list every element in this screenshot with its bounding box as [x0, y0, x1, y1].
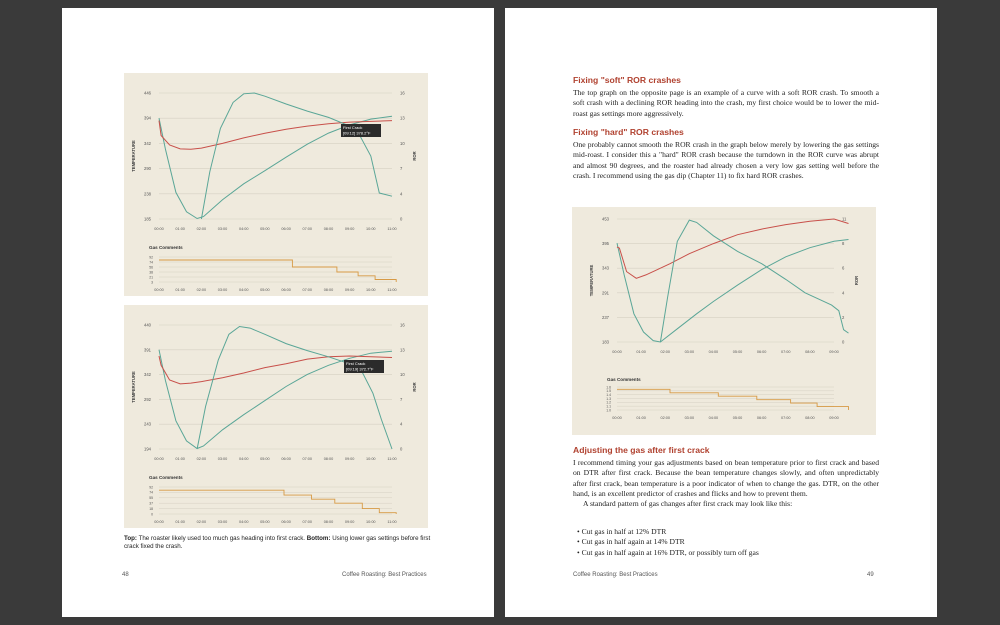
x-tick-label: 08:00: [323, 457, 334, 461]
gas-y-tick-label: 1.0: [606, 408, 611, 413]
y-tick-label: 185: [144, 216, 151, 222]
gas-x-tick-label: 00:00: [612, 416, 622, 420]
gas-y-tick-label: 18: [149, 506, 153, 511]
x-tick-label: 10:00: [366, 457, 376, 461]
gas-x-tick-label: 01:00: [636, 416, 646, 420]
y-tick-label: 440: [144, 322, 151, 328]
x-tick-label: 07:00: [781, 350, 791, 354]
y-tick-label: 391: [144, 347, 151, 353]
x-tick-label: 08:00: [805, 350, 815, 354]
y2-tick-label: 10: [400, 140, 405, 146]
x-tick-label: 08:00: [323, 227, 334, 231]
gas-x-tick-label: 08:00: [323, 288, 334, 292]
y-tick-label: 342: [144, 140, 151, 146]
y-tick-label: 446: [144, 90, 151, 96]
gas-step-line: [159, 490, 396, 514]
gas-x-tick-label: 08:00: [805, 416, 815, 420]
y2-tick-label: 16: [400, 322, 405, 328]
gas-x-tick-label: 01:00: [175, 520, 185, 524]
x-tick-label: 05:00: [260, 227, 270, 231]
y-tick-label: 194: [144, 446, 151, 452]
gas-x-tick-label: 11:00: [387, 520, 397, 524]
x-tick-label: 11:00: [387, 227, 397, 231]
y2-tick-label: 16: [400, 90, 405, 96]
annotation-value: [09:19] 372.7°F: [346, 366, 374, 372]
x-tick-label: 01:00: [636, 350, 646, 354]
y2-tick-label: 6: [842, 265, 845, 271]
gas-y-tick-label: 1.5: [606, 389, 611, 394]
section-heading: Fixing "soft" ROR crashes: [573, 75, 681, 85]
gas-step-line: [617, 389, 849, 410]
y2-tick-label: 8: [842, 241, 845, 247]
x-tick-label: 09:00: [829, 350, 839, 354]
x-tick-label: 10:00: [366, 227, 376, 231]
gas-x-tick-label: 01:00: [175, 288, 185, 292]
y-tick-label: 342: [144, 372, 151, 378]
gas-x-tick-label: 06:00: [281, 520, 291, 524]
roast-chart-right-svg: [572, 207, 876, 435]
gas-x-tick-label: 07:00: [302, 288, 313, 292]
gas-x-tick-label: 00:00: [154, 520, 164, 524]
x-tick-label: 03:00: [217, 457, 228, 461]
y2-tick-label: 10: [400, 372, 405, 378]
y2-tick-label: 4: [400, 191, 403, 197]
y2-tick-label: 11: [842, 216, 847, 222]
gas-x-tick-label: 02:00: [196, 520, 207, 524]
y-tick-label: 395: [602, 241, 609, 247]
gas-y-tick-label: 1.6: [606, 385, 611, 390]
y2-tick-label: 13: [400, 347, 405, 353]
gas-comments-title: Gas Comments: [149, 475, 183, 480]
ror-line: [660, 220, 848, 342]
gas-y-tick-label: 38: [149, 270, 153, 275]
gas-x-tick-label: 04:00: [708, 416, 719, 420]
x-tick-label: 07:00: [302, 227, 313, 231]
annotation-label: First Crack: [346, 361, 366, 366]
y-tick-label: 292: [144, 396, 151, 402]
x-tick-label: 11:00: [387, 457, 397, 461]
gas-y-tick-label: 1.4: [606, 392, 611, 397]
x-tick-label: 00:00: [612, 350, 622, 354]
annotation-label: First Crack: [343, 125, 363, 130]
gas-x-tick-label: 06:00: [756, 416, 767, 420]
gas-x-tick-label: 03:00: [217, 520, 228, 524]
gas-x-tick-label: 03:00: [684, 416, 695, 420]
x-tick-label: 01:00: [175, 227, 185, 231]
gas-x-tick-label: 09:00: [829, 416, 839, 420]
left-page: [62, 8, 494, 617]
x-tick-label: 09:00: [344, 457, 355, 461]
gas-y-tick-label: 37: [149, 501, 153, 506]
y-tick-label: 237: [602, 314, 609, 320]
y2-tick-label: 7: [400, 396, 403, 402]
section-heading: Adjusting the gas after first crack: [573, 445, 710, 455]
y2-tick-label: 2: [842, 314, 845, 320]
roast-chart-right: [572, 207, 876, 435]
page-number: 48: [122, 572, 129, 578]
gas-x-tick-label: 11:00: [387, 288, 397, 292]
y2-tick-label: 13: [400, 115, 405, 121]
roast-chart-bottom: [124, 305, 428, 528]
gas-y-tick-label: 1.3: [606, 396, 611, 401]
running-title: Coffee Roasting: Best Practices: [573, 572, 658, 578]
x-tick-label: 01:00: [175, 457, 185, 461]
y-tick-label: 291: [602, 290, 609, 296]
gas-comments-title: Gas Comments: [607, 377, 641, 382]
y-tick-label: 394: [144, 115, 151, 121]
gas-x-tick-label: 06:00: [281, 288, 291, 292]
gas-x-tick-label: 05:00: [260, 288, 270, 292]
caption-top-text: The roaster likely used too much gas heading into first crack.: [138, 535, 306, 542]
section-heading: Fixing "hard" ROR crashes: [573, 127, 684, 137]
page-number: 49: [867, 572, 874, 578]
gas-x-tick-label: 07:00: [302, 520, 313, 524]
gas-y-tick-label: 92: [149, 255, 153, 260]
gas-x-tick-label: 05:00: [732, 416, 743, 420]
y2-tick-label: 0: [842, 339, 845, 345]
gas-x-tick-label: 04:00: [238, 520, 249, 524]
right-page: [505, 8, 937, 617]
gas-steps-list: [577, 527, 877, 558]
caption-bottom-label: Bottom:: [306, 535, 331, 542]
x-tick-label: 05:00: [732, 350, 743, 354]
y2-tick-label: 0: [400, 446, 403, 452]
x-tick-label: 06:00: [281, 457, 291, 461]
gas-step-line: [159, 260, 396, 282]
roast-chart-top-svg: [124, 73, 428, 296]
gas-comments-title: Gas Comments: [149, 245, 183, 250]
y2-tick-label: 7: [400, 166, 403, 172]
x-tick-label: 02:00: [196, 457, 207, 461]
caption-top-label: Top:: [124, 535, 137, 542]
y2-tick-label: 4: [842, 290, 845, 296]
gas-x-tick-label: 00:00: [154, 288, 164, 292]
x-tick-label: 00:00: [154, 457, 164, 461]
gas-y-tick-label: 3: [151, 280, 153, 285]
gas-x-tick-label: 05:00: [260, 520, 270, 524]
bean-temp-line: [617, 240, 849, 343]
gas-y-tick-label: 0: [151, 512, 153, 517]
gas-y-tick-label: 21: [149, 275, 153, 280]
x-tick-label: 04:00: [238, 457, 249, 461]
gas-x-tick-label: 07:00: [781, 416, 791, 420]
y-tick-label: 290: [144, 166, 151, 172]
gas-x-tick-label: 09:00: [344, 520, 355, 524]
y2-axis-label: ROR: [412, 382, 417, 392]
roast-chart-top: [124, 73, 428, 296]
x-tick-label: 02:00: [196, 227, 207, 231]
x-tick-label: 04:00: [708, 350, 719, 354]
section-paragraph: One probably cannot smooth the ROR crash in the graph below merely by lowering the gas settings mid-roast. I consider this a "hard" ROR crash because the turndown in the ROR curve was abrupt and almost 90 degrees, and the roaster had already chosen a very low gas setting well before the crash. I recommend using the gas dip (Chapter 11) to fix hard ROR crashes.: [573, 140, 879, 180]
gas-y-tick-label: 56: [149, 265, 153, 270]
y-axis-label: TEMPERATURE: [589, 264, 594, 297]
x-tick-label: 09:00: [344, 227, 355, 231]
section-paragraph-lead: A standard pattern of gas changes after first crack may look like this:: [583, 499, 793, 509]
gas-y-tick-label: 74: [149, 260, 153, 265]
y-tick-label: 243: [144, 421, 151, 427]
annotation-value: [09:12] 378.2°F: [343, 130, 371, 136]
x-tick-label: 06:00: [281, 227, 291, 231]
gas-y-tick-label: 92: [149, 485, 153, 490]
ror-line: [201, 93, 392, 219]
gas-y-tick-label: 55: [149, 496, 153, 501]
ror-line: [197, 327, 392, 450]
list-item: • Cut gas in half again at 14% DTR: [577, 537, 877, 547]
y-tick-label: 183: [602, 339, 609, 345]
section-paragraph: [573, 458, 879, 509]
x-tick-label: 06:00: [756, 350, 767, 354]
y-tick-label: 343: [602, 265, 609, 271]
x-tick-label: 04:00: [238, 227, 249, 231]
x-tick-label: 05:00: [260, 457, 270, 461]
x-tick-label: 02:00: [660, 350, 670, 354]
gas-y-tick-label: 1.2: [606, 400, 611, 405]
caption-bottom-text: Using lower gas settings before first crack fixed the crash.: [124, 535, 431, 551]
gas-x-tick-label: 08:00: [323, 520, 334, 524]
y2-tick-label: 4: [400, 421, 403, 427]
gas-x-tick-label: 10:00: [366, 288, 376, 292]
gas-x-tick-label: 02:00: [660, 416, 670, 420]
y2-axis-label: ROR: [412, 151, 417, 161]
x-tick-label: 03:00: [684, 350, 695, 354]
x-tick-label: 00:00: [154, 227, 164, 231]
gas-y-tick-label: 1.1: [606, 404, 611, 409]
gas-x-tick-label: 09:00: [344, 288, 355, 292]
x-tick-label: 07:00: [302, 457, 313, 461]
running-title: Coffee Roasting: Best Practices: [342, 572, 427, 578]
y-axis-label: TEMPERATURE: [131, 140, 136, 172]
section-paragraph: The top graph on the opposite page is an example of a curve with a soft ROR crash. To smooth a soft crash with a declining ROR heading into the crash, my first choice would be to lower the mid-roast gas settings more aggressively.: [573, 88, 879, 118]
gas-x-tick-label: 03:00: [217, 288, 228, 292]
y-tick-label: 453: [602, 216, 609, 222]
y-tick-label: 238: [144, 191, 151, 197]
x-tick-label: 03:00: [217, 227, 228, 231]
gas-y-tick-label: 74: [149, 490, 153, 495]
gas-x-tick-label: 02:00: [196, 288, 207, 292]
y2-axis-label: ROR: [854, 275, 859, 286]
gas-x-tick-label: 04:00: [238, 288, 249, 292]
list-item: • Cut gas in half at 12% DTR: [577, 527, 877, 537]
gas-x-tick-label: 10:00: [366, 520, 376, 524]
section-paragraph-text: I recommend timing your gas adjustments based on bean temperature prior to first crack and based on DTR after first crack. Because the bean temperature changes slowly, and often unpredictably after first crack, bean temperature is a poor indicator of when to change the gas. DTR, on the other hand, is an excellent predictor of crashes and flicks and how to prevent them.: [573, 458, 879, 498]
list-item: • Cut gas in half again at 16% DTR, or possibly turn off gas: [577, 548, 877, 558]
roast-chart-bottom-svg: [124, 305, 428, 528]
y-axis-label: TEMPERATURE: [131, 371, 136, 403]
y2-tick-label: 0: [400, 216, 403, 222]
figure-caption: [124, 535, 434, 552]
